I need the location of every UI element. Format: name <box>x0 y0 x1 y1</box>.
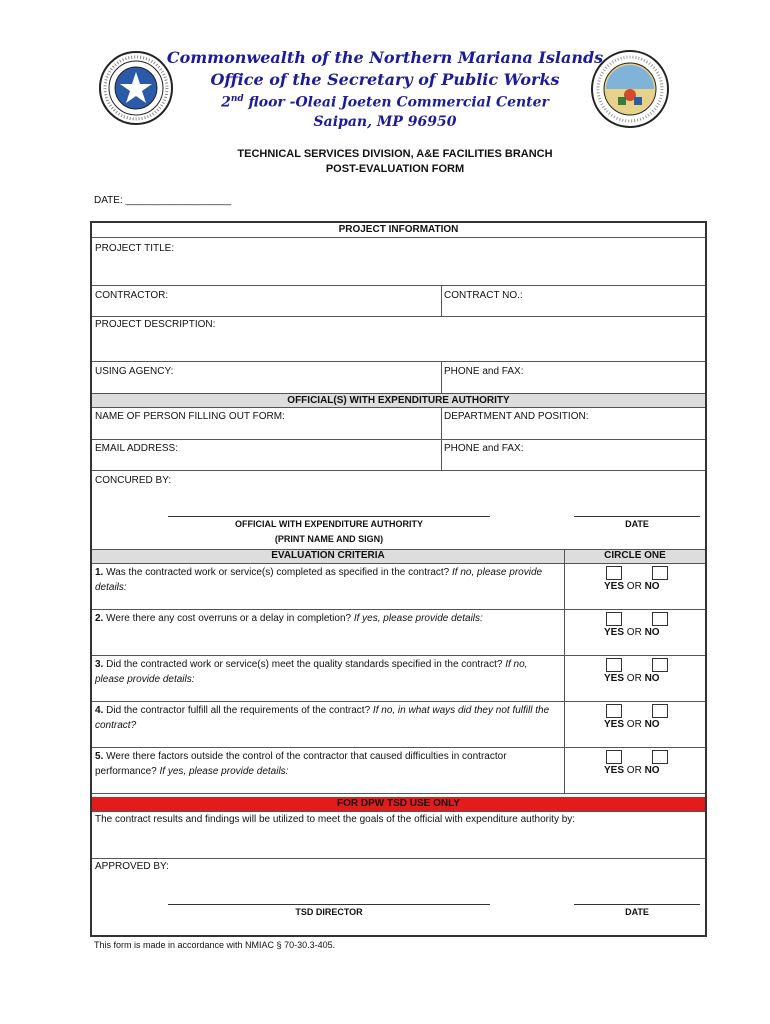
yes-label[interactable]: YES <box>604 719 625 730</box>
question-number: 2. <box>95 613 104 624</box>
or-label: OR <box>626 581 642 592</box>
yes-checkbox[interactable] <box>606 612 622 626</box>
question-followup: If yes, please provide details: <box>353 613 483 624</box>
department-position-label[interactable]: DEPARTMENT AND POSITION: <box>444 411 589 422</box>
yes-label[interactable]: YES <box>604 581 625 592</box>
question-text[interactable] <box>95 749 555 779</box>
yes-or-no-label <box>604 673 660 684</box>
question-body: Was the contracted work or service(s) completed as specified in the contract? <box>103 567 453 578</box>
question-followup: If no, please provide details: <box>95 567 543 593</box>
email-address-label[interactable]: EMAIL ADDRESS: <box>95 443 178 454</box>
question-number: 4. <box>95 705 104 716</box>
contractor-row <box>92 286 705 317</box>
question-divider <box>564 656 565 701</box>
print-name-sign-caption: (PRINT NAME AND SIGN) <box>274 534 384 544</box>
project-description-row[interactable] <box>92 317 705 362</box>
date-field[interactable]: DATE: ___________________ <box>94 195 232 206</box>
yes-checkbox[interactable] <box>606 704 622 718</box>
concured-signature-line[interactable] <box>168 516 490 517</box>
no-label[interactable]: NO <box>644 581 660 592</box>
question-row <box>92 748 705 794</box>
question-followup: If no, please provide details: <box>95 659 528 685</box>
question-divider <box>564 748 565 793</box>
question-body: Were there factors outside the control of the contractor that caused difficulties in contractor performance? <box>95 751 507 777</box>
section-project-information: PROJECT INFORMATION <box>92 223 705 238</box>
evaluation-form <box>90 221 707 937</box>
approved-date-line[interactable] <box>574 904 700 905</box>
question-text[interactable] <box>95 703 555 733</box>
or-label: OR <box>626 719 642 730</box>
contract-no-label[interactable]: CONTRACT NO.: <box>444 290 523 301</box>
concured-row <box>92 471 705 550</box>
question-divider <box>564 702 565 747</box>
question-body: Did the contractor fulfill all the requirements of the contract? <box>103 705 373 716</box>
name-dept-divider <box>441 408 442 439</box>
concured-by-label: CONCURED BY: <box>95 475 172 486</box>
contractor-divider <box>441 286 442 316</box>
no-label[interactable]: NO <box>644 765 660 776</box>
yes-label[interactable]: YES <box>604 627 625 638</box>
question-number: 1. <box>95 567 104 578</box>
yes-checkbox[interactable] <box>606 658 622 672</box>
no-checkbox[interactable] <box>652 658 668 672</box>
form-title-1: TECHNICAL SERVICES DIVISION, A&E FACILITIES BRANCH <box>237 148 553 160</box>
section-officials: OFFICIAL(S) WITH EXPENDITURE AUTHORITY <box>92 394 705 408</box>
no-label[interactable]: NO <box>644 673 660 684</box>
question-divider <box>564 564 565 609</box>
email-phone-row <box>92 440 705 471</box>
tsd-director-caption: TSD DIRECTOR <box>295 907 363 917</box>
no-checkbox[interactable] <box>652 750 668 764</box>
circle-one-heading: CIRCLE ONE <box>604 550 666 561</box>
no-label[interactable]: NO <box>644 627 660 638</box>
yes-or-no-label <box>604 581 660 592</box>
evaluation-criteria-heading: EVALUATION CRITERIA <box>271 550 385 561</box>
approved-by-label: APPROVED BY: <box>95 861 169 872</box>
yes-or-no-label <box>604 765 660 776</box>
director-signature-line[interactable] <box>168 904 490 905</box>
header-line-3-floor: 2 <box>221 94 231 111</box>
no-checkbox[interactable] <box>652 704 668 718</box>
question-body: Were there any cost overruns or a delay in completion? <box>103 613 354 624</box>
concured-date-line[interactable] <box>574 516 700 517</box>
question-row <box>92 610 705 656</box>
question-row <box>92 564 705 610</box>
approved-date-caption: DATE <box>625 907 649 917</box>
question-body: Did the contracted work or service(s) meet the quality standards specified in the contract? <box>103 659 506 670</box>
email-phone-divider <box>441 440 442 470</box>
project-title-label: PROJECT TITLE: <box>95 243 175 254</box>
question-row <box>92 656 705 702</box>
question-followup: If no, in what ways did they not fulfill the contract? <box>95 705 550 731</box>
no-checkbox[interactable] <box>652 612 668 626</box>
question-followup: If yes, please provide details: <box>159 766 289 777</box>
form-title-2: POST-EVALUATION FORM <box>325 163 465 175</box>
question-number: 5. <box>95 751 104 762</box>
name-dept-row <box>92 408 705 440</box>
tsd-statement: The contract results and findings will be utilized to meet the goals of the official with expenditure authority by: <box>95 814 576 825</box>
footer-note: This form is made in accordance with NMIAC § 70-30.3-405. <box>94 940 336 950</box>
concured-date-caption: DATE <box>625 519 649 529</box>
yes-label[interactable]: YES <box>604 765 625 776</box>
yes-or-no-label <box>604 719 660 730</box>
question-text[interactable] <box>95 565 555 595</box>
question-row <box>92 702 705 748</box>
evaluation-header-row <box>92 550 705 564</box>
question-number: 3. <box>95 659 104 670</box>
yes-checkbox[interactable] <box>606 566 622 580</box>
header-line-1: Commonwealth of the Northern Mariana Islands <box>166 48 604 67</box>
question-text[interactable] <box>95 611 555 626</box>
name-of-person-label[interactable]: NAME OF PERSON FILLING OUT FORM: <box>95 411 285 422</box>
header-line-4: Saipan, MP 96950 <box>313 114 457 130</box>
question-text[interactable] <box>95 657 555 687</box>
header-line-2: Office of the Secretary of Public Works <box>210 70 560 89</box>
section-tsd-use-only <box>92 797 705 812</box>
agency-row <box>92 362 705 394</box>
tsd-heading-text: FOR DPW TSD USE ONLY <box>337 798 460 809</box>
using-agency-label[interactable]: USING AGENCY: <box>95 366 174 377</box>
contractor-label[interactable]: CONTRACTOR: <box>95 290 169 301</box>
tsd-statement-row[interactable] <box>92 812 705 859</box>
official-signature-caption: OFFICIAL WITH EXPENDITURE AUTHORITY <box>235 519 423 529</box>
header-line-3-sup: nd <box>230 94 244 104</box>
yes-or-no-label <box>604 627 660 638</box>
official-phone-fax-label[interactable]: PHONE and FAX: <box>444 443 524 454</box>
project-title-row[interactable] <box>92 237 705 286</box>
no-checkbox[interactable] <box>652 566 668 580</box>
or-label: OR <box>626 673 642 684</box>
header-line-3-rest: floor -Oleai Joeten Commercial Center <box>243 94 549 111</box>
yes-label[interactable]: YES <box>604 673 625 684</box>
question-divider <box>564 610 565 655</box>
project-description-label: PROJECT DESCRIPTION: <box>95 319 216 330</box>
no-label[interactable]: NO <box>644 719 660 730</box>
header-line-3 <box>0 94 770 111</box>
agency-divider <box>441 362 442 393</box>
yes-checkbox[interactable] <box>606 750 622 764</box>
or-label: OR <box>626 765 642 776</box>
approved-row <box>92 859 705 935</box>
or-label: OR <box>626 627 642 638</box>
agency-phone-fax-label[interactable]: PHONE and FAX: <box>444 366 524 377</box>
